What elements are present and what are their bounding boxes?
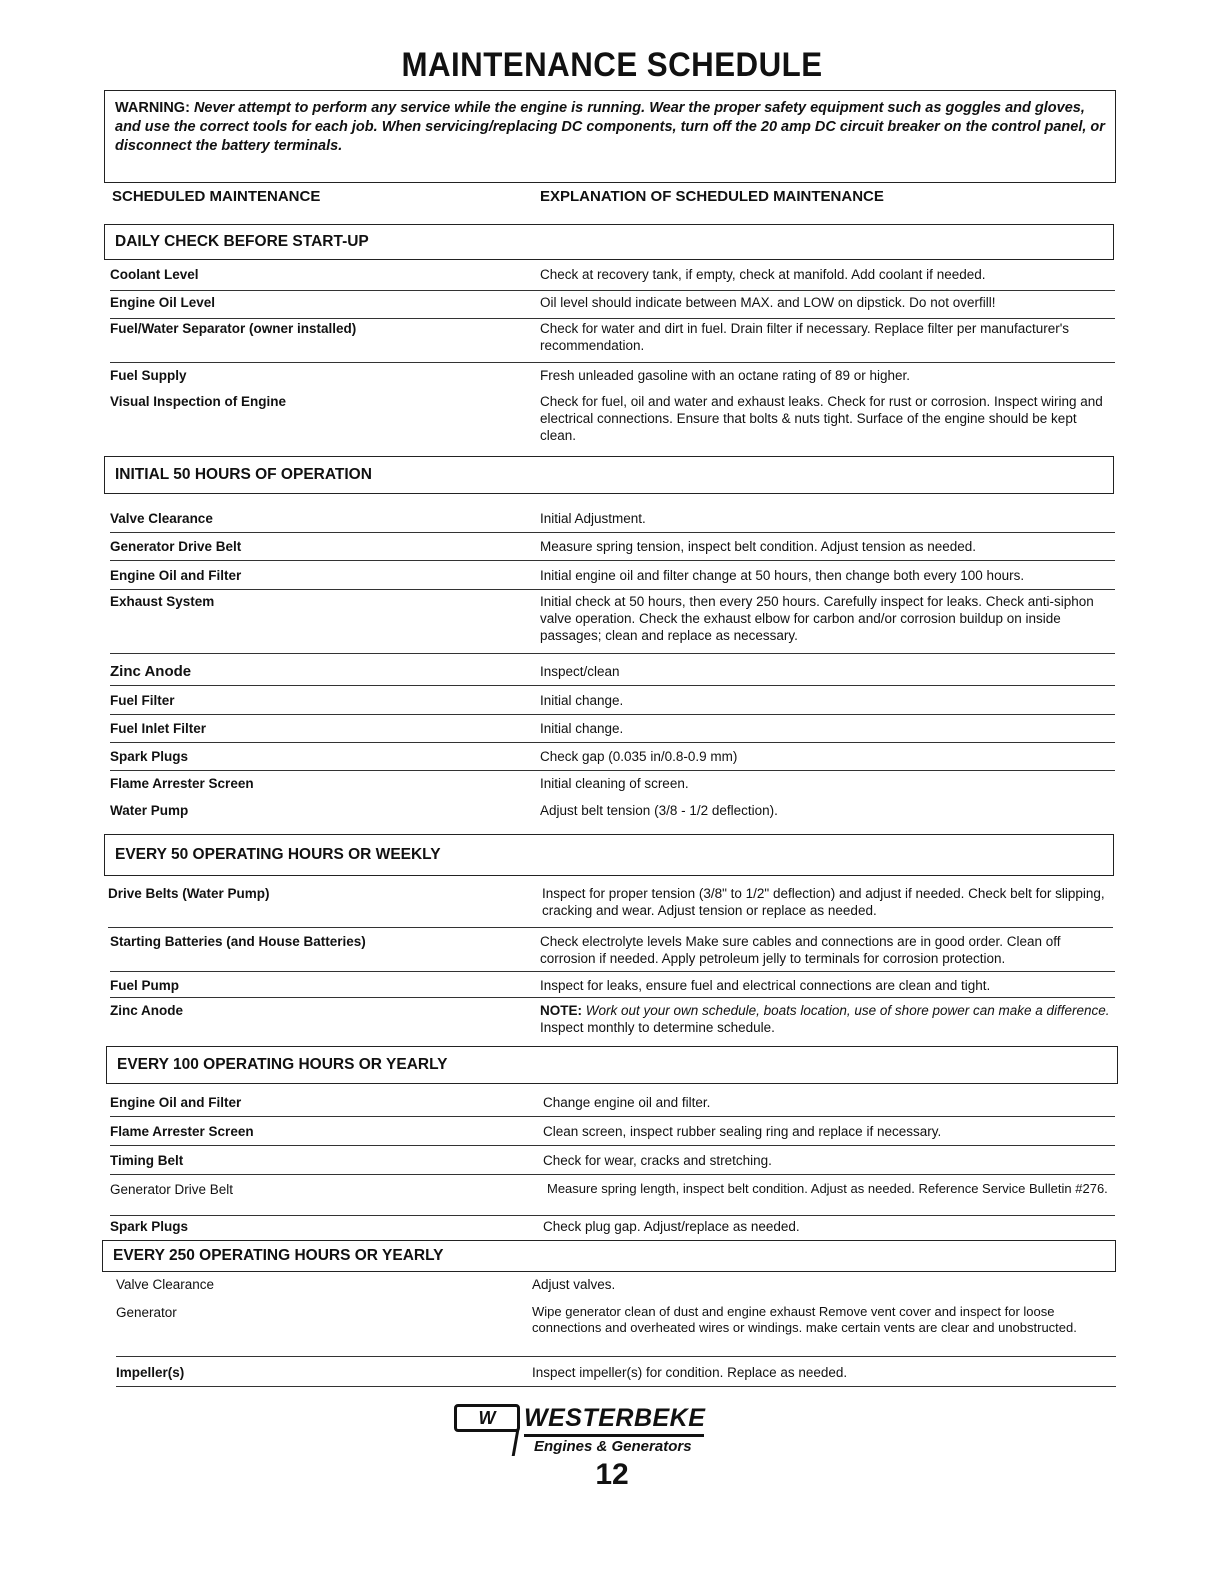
table-row [110, 692, 1115, 715]
row-explanation: Change engine oil and filter. [543, 1095, 711, 1110]
row-explanation: Inspect impeller(s) for condition. Replace as needed. [532, 1365, 848, 1380]
row-explanation: Check at recovery tank, if empty, check at manifold. Add coolant if needed. [540, 267, 986, 282]
table-row [110, 1094, 1115, 1117]
table-row [110, 933, 1115, 972]
row-explanation: Initial Adjustment. [540, 511, 646, 526]
row-item: Coolant Level [110, 267, 199, 282]
row-item: Water Pump [110, 803, 189, 818]
table-row [116, 1304, 1116, 1357]
note-italic: Work out your own schedule, boats location, use of shore power can make a difference. [585, 1003, 1110, 1018]
row-item: Generator Drive Belt [110, 1182, 234, 1197]
row-explanation: Wipe generator clean of dust and engine exhaust Remove vent cover and inspect for loose connections and overheated wires or windings. make certain vents are clear and unobstructed. [532, 1304, 1077, 1335]
row-explanation [540, 1002, 1110, 1036]
row-item: Timing Belt [110, 1153, 184, 1168]
row-explanation: Initial cleaning of screen. [540, 776, 689, 791]
table-row [110, 393, 1115, 451]
logo-subtitle: Engines & Generators [534, 1438, 692, 1455]
row-item: Zinc Anode [110, 1003, 183, 1018]
table-row [110, 977, 1115, 998]
row-item: Fuel Filter [110, 693, 175, 708]
page-number: 12 [595, 1458, 629, 1491]
table-row [110, 1123, 1115, 1146]
warning-text [115, 99, 1105, 156]
row-item: Fuel/Water Separator (owner installed) [110, 321, 357, 336]
row-item: Fuel Inlet Filter [110, 721, 207, 736]
row-explanation: Clean screen, inspect rubber sealing ring and replace if necessary. [543, 1124, 942, 1139]
row-explanation: Check plug gap. Adjust/replace as needed. [543, 1219, 800, 1234]
table-row [110, 775, 1115, 795]
row-item: Valve Clearance [116, 1277, 215, 1292]
table-row [110, 1152, 1115, 1175]
table-row [110, 320, 1115, 363]
row-explanation: Check electrolyte levels Make sure cables and connections are in good order. Clean off corrosion if needed. Apply petroleum jelly to terminals for corrosion protection. [540, 934, 1061, 966]
section-daily-check: DAILY CHECK BEFORE START-UP [104, 224, 1114, 260]
row-item: Spark Plugs [110, 749, 189, 764]
warning-label: WARNING: [115, 100, 190, 116]
table-row [110, 593, 1115, 654]
row-explanation: Measure spring tension, inspect belt condition. Adjust tension as needed. [540, 539, 977, 554]
row-item: Engine Oil and Filter [110, 568, 242, 583]
table-row [110, 1002, 1115, 1038]
table-row [110, 567, 1115, 590]
row-item: Zinc Anode [110, 663, 192, 680]
table-row [110, 367, 1115, 389]
row-item: Starting Batteries (and House Batteries) [110, 934, 366, 949]
row-item: Visual Inspection of Engine [110, 394, 287, 409]
section-every-100-hours: EVERY 100 OPERATING HOURS OR YEARLY [106, 1046, 1118, 1084]
table-row [110, 663, 1115, 686]
table-row [110, 720, 1115, 743]
table-row [108, 885, 1113, 928]
row-item: Generator Drive Belt [110, 539, 242, 554]
table-row [110, 538, 1115, 561]
row-explanation: Inspect/clean [540, 664, 620, 679]
warning-box [104, 90, 1116, 183]
row-item: Flame Arrester Screen [110, 1124, 254, 1139]
row-explanation: Measure spring length, inspect belt condition. Adjust as needed. Reference Service Bulletin #276. [547, 1181, 1108, 1196]
warning-divider [104, 182, 1116, 183]
table-row [110, 294, 1115, 319]
table-row [110, 802, 1115, 822]
row-item: Valve Clearance [110, 511, 213, 526]
table-row [110, 1218, 1115, 1238]
header-explanation: EXPLANATION OF SCHEDULED MAINTENANCE [540, 188, 884, 205]
row-explanation: Check for water and dirt in fuel. Drain filter if necessary. Replace filter per manufacturer's recommendation. [540, 321, 1070, 353]
table-row [110, 510, 1115, 533]
row-explanation: Initial change. [540, 693, 624, 708]
row-explanation: Check for wear, cracks and stretching. [543, 1153, 772, 1168]
logo-rule [524, 1434, 704, 1437]
row-explanation: Inspect for leaks, ensure fuel and electrical connections are clean and tight. [540, 978, 991, 993]
row-item: Generator [116, 1305, 177, 1320]
section-every-50-hours: EVERY 50 OPERATING HOURS OR WEEKLY [104, 834, 1114, 876]
note-rest: Inspect monthly to determine schedule. [540, 1020, 775, 1035]
row-explanation: Check gap (0.035 in/0.8-0.9 mm) [540, 749, 738, 764]
section-every-250-hours: EVERY 250 OPERATING HOURS OR YEARLY [102, 1240, 1116, 1272]
logo-mark-icon: W [454, 1404, 520, 1432]
warning-body: Never attempt to perform any service while the engine is running. Wear the proper safety equipment such as goggles and gloves, and use the correct tools for each job. When servicing/replacing DC components, turn off the 20 amp DC circuit breaker on the control panel, or disconnect the battery terminals. [115, 100, 1105, 154]
logo-name: WESTERBEKE [524, 1404, 706, 1432]
row-explanation: Inspect for proper tension (3/8" to 1/2" deflection) and adjust if needed. Check belt for slipping, cracking and wear. Adjust tension or replace as needed. [542, 886, 1105, 918]
note-label: NOTE: [540, 1003, 582, 1018]
row-explanation: Adjust valves. [532, 1277, 616, 1292]
page-title: MAINTENANCE SCHEDULE [401, 46, 823, 84]
row-item: Engine Oil and Filter [110, 1095, 242, 1110]
row-item: Drive Belts (Water Pump) [108, 886, 270, 901]
table-row [110, 1181, 1115, 1216]
table-row [110, 748, 1115, 771]
row-item: Fuel Supply [110, 368, 187, 383]
table-row [116, 1276, 1116, 1298]
logo-bar [512, 1430, 520, 1456]
row-item: Engine Oil Level [110, 295, 216, 310]
row-explanation: Initial engine oil and filter change at 50 hours, then change both every 100 hours. [540, 568, 1025, 583]
row-explanation: Initial check at 50 hours, then every 250 hours. Carefully inspect for leaks. Check anti-siphon valve operation. Check the exhaust elbow for carbon and/or corrosion buildup on inside passages; clean and replace as necessary. [540, 594, 1094, 643]
row-item: Fuel Pump [110, 978, 180, 993]
row-explanation: Check for fuel, oil and water and exhaust leaks. Check for rust or corrosion. Inspect wiring and electrical connections. Ensure that bolts & nuts tight. Surface of the engine should be kept clean. [540, 394, 1103, 443]
row-item: Exhaust System [110, 594, 215, 609]
header-scheduled-maintenance: SCHEDULED MAINTENANCE [112, 188, 321, 205]
row-explanation: Initial change. [540, 721, 624, 736]
westerbeke-logo [454, 1404, 754, 1462]
row-explanation: Oil level should indicate between MAX. and LOW on dipstick. Do not overfill! [540, 295, 996, 310]
row-explanation: Fresh unleaded gasoline with an octane rating of 89 or higher. [540, 368, 910, 383]
row-explanation: Adjust belt tension (3/8 - 1/2 deflection). [540, 803, 778, 818]
table-row [110, 266, 1115, 291]
section-initial-50-hours: INITIAL 50 HOURS OF OPERATION [104, 456, 1114, 494]
row-item: Spark Plugs [110, 1219, 189, 1234]
row-item: Flame Arrester Screen [110, 776, 254, 791]
table-row [116, 1364, 1116, 1387]
row-item: Impeller(s) [116, 1365, 185, 1380]
